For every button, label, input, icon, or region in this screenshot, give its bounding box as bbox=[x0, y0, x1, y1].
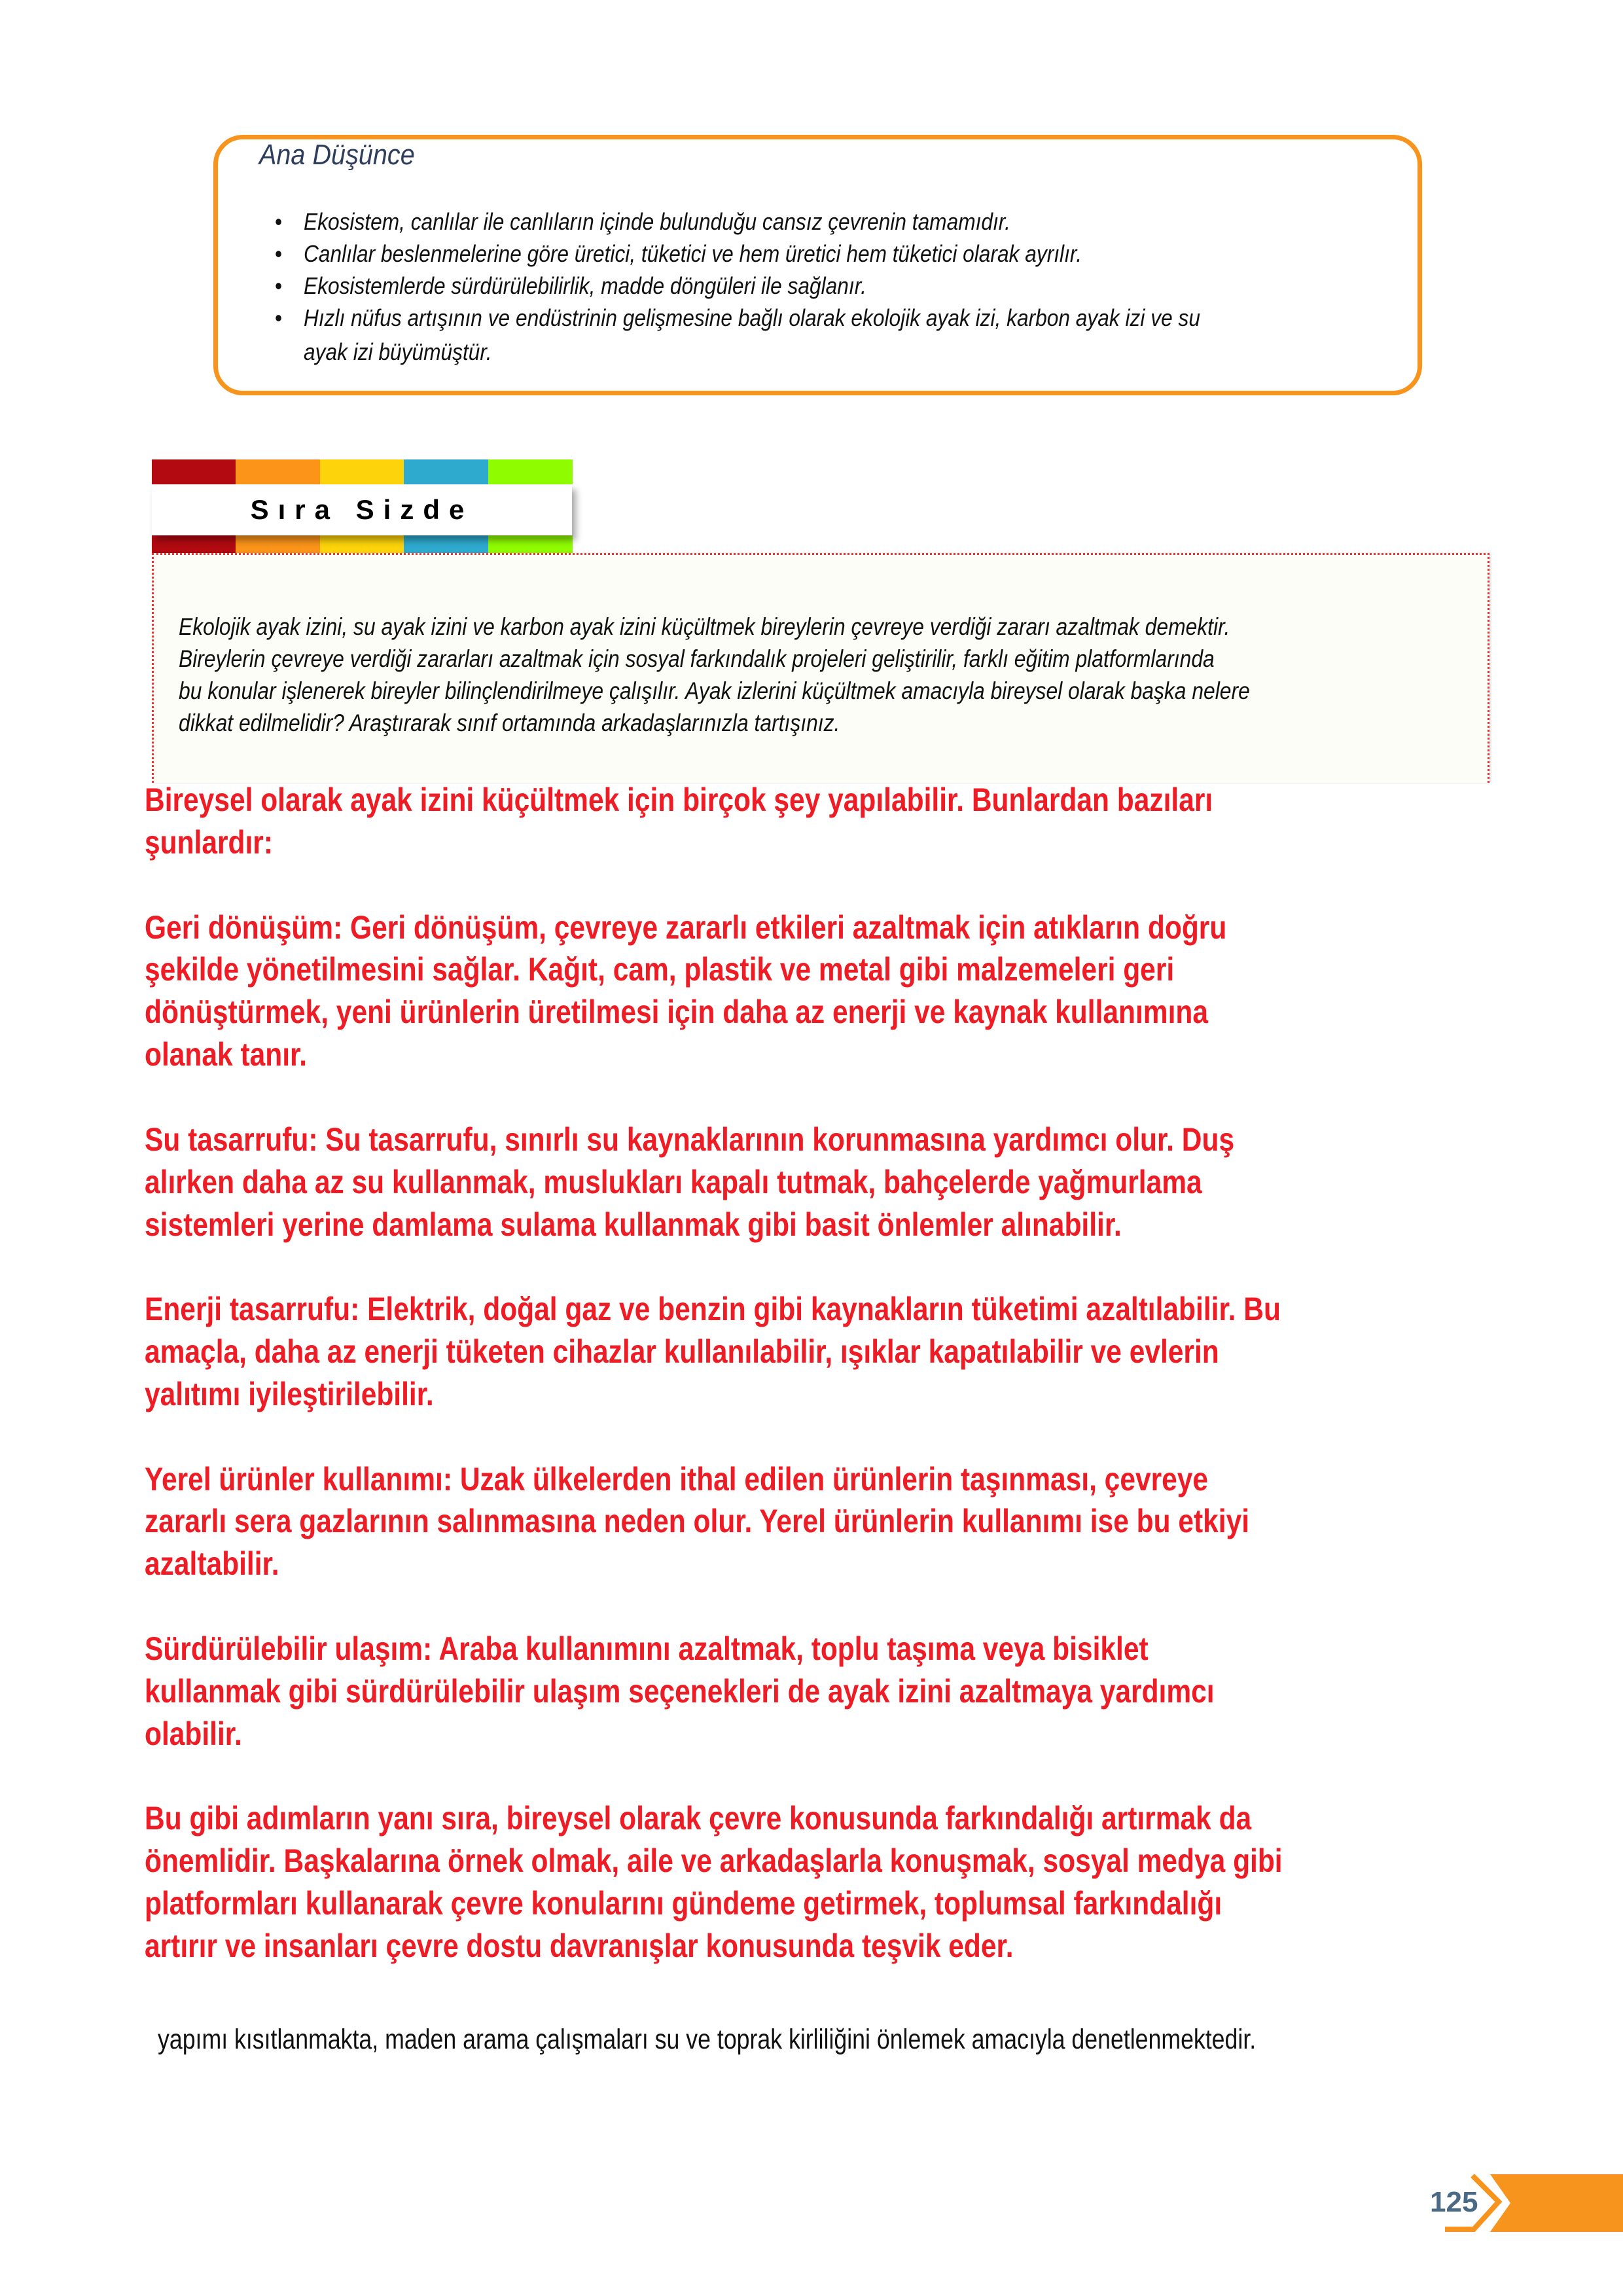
answer-line: zararlı sera gazlarının salınmasına neden olur. Yerel ürünlerin kullanımı ise bu etkiyi bbox=[145, 1503, 1250, 1540]
bullet-item bbox=[275, 272, 866, 300]
answer-line: Yerel ürünler kullanımı: Uzak ülkelerden ithal edilen ürünlerin taşınması, çevreye bbox=[145, 1460, 1209, 1498]
bullet-item bbox=[275, 304, 1200, 332]
answer-line: şekilde yönetilmesini sağlar. Kağıt, cam, plastik ve metal gibi malzemeleri geri bbox=[145, 951, 1175, 988]
color-stripe bbox=[404, 459, 488, 484]
answer-line: Bu gibi adımların yanı sıra, bireysel olarak çevre konusunda farkındalığı artırmak da bbox=[145, 1800, 1252, 1837]
color-stripe bbox=[488, 459, 573, 484]
sira-sizde-line: bu konular işlenerek bireyler bilinçlendirilmeye çalışılır. Ayak izlerini küçültmek amacıyla bireysel olarak başka nelere bbox=[179, 677, 1250, 704]
answer-line: önemlidir. Başkalarına örnek olmak, aile ve arkadaşlarla konuşmak, sosyal medya gibi bbox=[145, 1842, 1283, 1880]
bullet-item bbox=[275, 208, 1010, 236]
page-number: 125 bbox=[1430, 2186, 1478, 2218]
bullet-text: Hızlı nüfus artışının ve endüstrinin gelişmesine bağlı olarak ekolojik ayak izi, karbon ayak izi ve su bbox=[304, 304, 1200, 331]
color-stripe bbox=[152, 459, 236, 484]
answer-line: alırken daha az su kullanmak, muslukları kapalı tutmak, bahçelerde yağmurlama bbox=[145, 1163, 1202, 1200]
bullet-dot: • bbox=[275, 272, 283, 299]
color-stripe bbox=[320, 535, 404, 553]
bullet-text: Ekosistemlerde sürdürülebilirlik, madde döngüleri ile sağlanır. bbox=[304, 272, 866, 299]
answer-line: olabilir. bbox=[145, 1715, 242, 1752]
answer-line: olanak tanır. bbox=[145, 1036, 308, 1073]
sira-sizde-title: Sıra Sizde bbox=[152, 484, 572, 535]
ana-dusunce-title: Ana Düşünce bbox=[259, 139, 415, 171]
answer-line: azaltabilir. bbox=[145, 1545, 279, 1583]
color-stripe bbox=[152, 535, 236, 553]
bullet-item bbox=[275, 338, 492, 366]
answer-line: dönüştürmek, yeni ürünlerin üretilmesi için daha az enerji ve kaynak kullanımına bbox=[145, 994, 1208, 1031]
answer-line: amaçla, daha az enerji tüketen cihazlar kullanılabilir, ışıklar kapatılabilir ve evlerin bbox=[145, 1333, 1219, 1371]
answer-line: yalıtımı iyileştirilebilir. bbox=[145, 1375, 434, 1412]
answer-line: Sürdürülebilir ulaşım: Araba kullanımını azaltmak, toplu taşıma veya bisiklet bbox=[145, 1630, 1149, 1667]
answer-line: Enerji tasarrufu: Elektrik, doğal gaz ve benzin gibi kaynakların tüketimi azaltılabilir. Bu bbox=[145, 1291, 1281, 1328]
sira-sizde-line: dikkat edilmelidir? Araştırarak sınıf ortamında arkadaşlarınızla tartışınız. bbox=[179, 709, 840, 736]
bullet-text: ayak izi büyümüştür. bbox=[304, 338, 492, 365]
bullet-dot: • bbox=[275, 304, 283, 331]
answer-line: sistemleri yerine damlama sulama kullanmak gibi basit önlemler alınabilir. bbox=[145, 1206, 1122, 1243]
sira-sizde-line: Ekolojik ayak izini, su ayak izini ve karbon ayak izini küçültmek bireylerin çevreye verdiği zararı azaltmak demektir. bbox=[179, 613, 1230, 640]
answer-line: Su tasarrufu: Su tasarrufu, sınırlı su kaynaklarının korunmasına yardımcı olur. Duş bbox=[145, 1121, 1235, 1158]
sira-sizde-line: Bireylerin çevreye verdiği zararları azaltmak için sosyal farkındalık projeleri geliştirilir, farklı eğitim platformlarında bbox=[179, 645, 1215, 672]
bullet-dot: • bbox=[275, 208, 283, 235]
answer-line: şunlardır: bbox=[145, 823, 274, 861]
color-stripe bbox=[236, 459, 320, 484]
color-stripe bbox=[488, 535, 573, 553]
answer-line: Geri dönüşüm: Geri dönüşüm, çevreye zararlı etkileri azaltmak için atıkların doğru bbox=[145, 908, 1227, 946]
bullet-text: Ekosistem, canlılar ile canlıların içinde bulunduğu cansız çevrenin tamamıdır. bbox=[304, 208, 1010, 235]
color-stripe bbox=[320, 459, 404, 484]
body-text-line: yapımı kısıtlanmakta, maden arama çalışmaları su ve toprak kirliliğini önlemek amacıyla denetlenmektedir. bbox=[158, 2024, 1257, 2055]
color-stripe bbox=[236, 535, 320, 553]
answer-line: kullanmak gibi sürdürülebilir ulaşım seçenekleri de ayak izini azaltmaya yardımcı bbox=[145, 1672, 1215, 1710]
bullet-text: Canlılar beslenmelerine göre üretici, tüketici ve hem üretici hem tüketici olarak ayrılır. bbox=[304, 240, 1082, 267]
answer-line: Bireysel olarak ayak izini küçültmek için birçok şey yapılabilir. Bunlardan bazıları bbox=[145, 781, 1213, 818]
bullet-dot: • bbox=[275, 240, 283, 267]
answer-line: platformları kullanarak çevre konularını gündeme getirmek, toplumsal farkındalığı bbox=[145, 1885, 1222, 1922]
answer-line: artırır ve insanları çevre dostu davranışlar konusunda teşvik eder. bbox=[145, 1927, 1014, 1964]
bullet-item bbox=[275, 240, 1082, 268]
color-stripe bbox=[404, 535, 488, 553]
